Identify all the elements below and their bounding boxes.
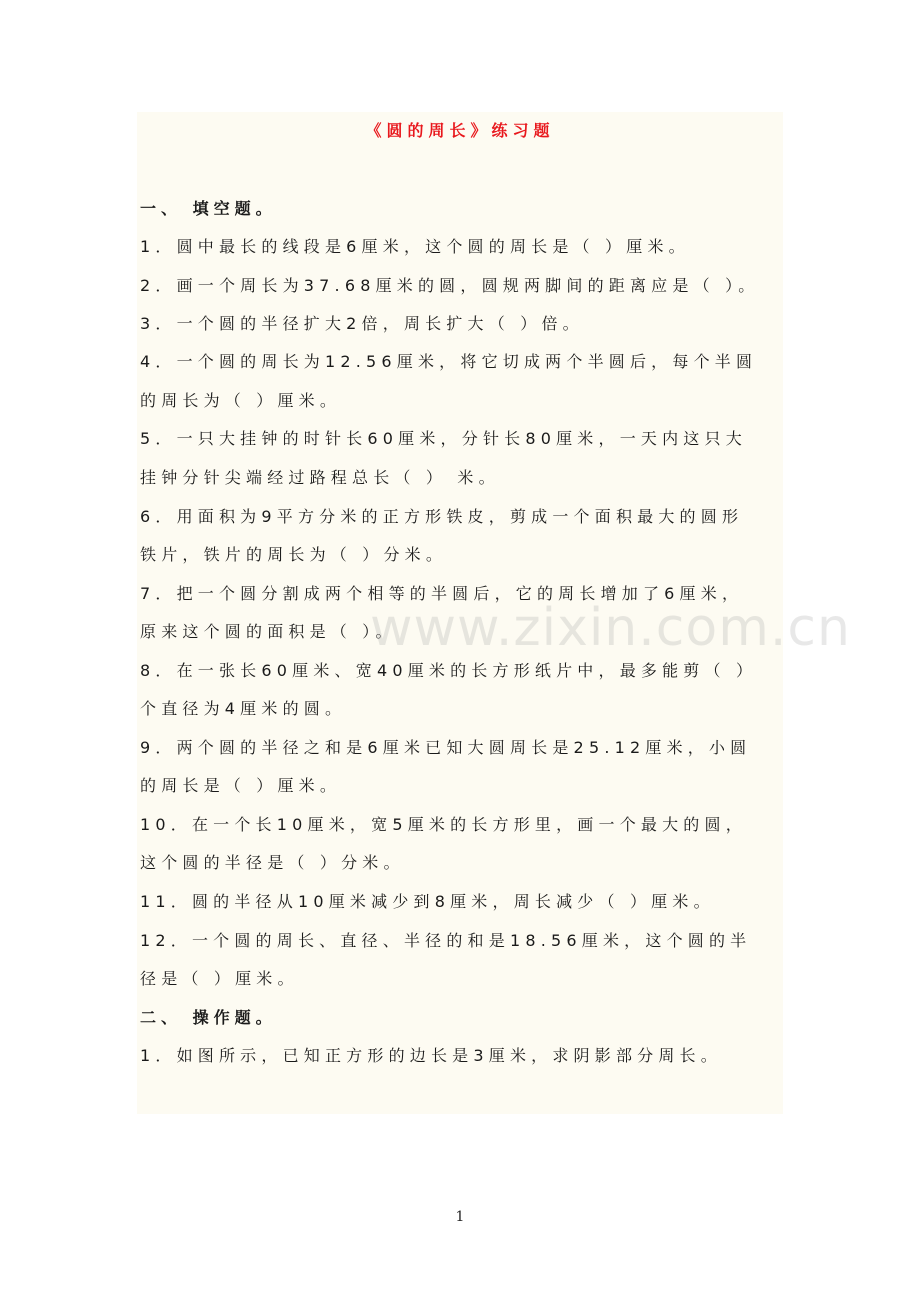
question-line: 3．一个圆的半径扩大2倍，周长扩大（ ）倍。: [140, 314, 584, 333]
question-line: 2．画一个周长为37.68厘米的圆，圆规两脚间的距离应是（ ）。: [140, 276, 760, 295]
content-area: [137, 112, 783, 1114]
question-line: 10．在一个长10厘米，宽5厘米的长方形里，画一个最大的圆，: [140, 815, 747, 834]
page-number: 1: [455, 1209, 465, 1225]
question-line: 8．在一张长60厘米、宽40厘米的长方形纸片中，最多能剪（ ）: [140, 661, 758, 680]
section-heading-operation: 二、 操作题。: [140, 1008, 277, 1027]
question-line: 铁片，铁片的周长为（ ）分米。: [140, 545, 448, 564]
question-line: 1．圆中最长的线段是6厘米，这个圆的周长是（ ）厘米。: [140, 237, 690, 256]
question-line: 个直径为4厘米的圆。: [140, 699, 347, 718]
question-line: 的周长是（ ）厘米。: [140, 776, 342, 795]
question-line: 1．如图所示，已知正方形的边长是3厘米，求阴影部分周长。: [140, 1046, 722, 1065]
question-line: 12．一个圆的周长、直径、半径的和是18.56厘米，这个圆的半: [140, 931, 752, 950]
question-line: 挂钟分针尖端经过路程总长（ ） 米。: [140, 468, 500, 487]
question-line: 原来这个圆的面积是（ ）。: [140, 622, 397, 641]
watermark: www.zixin.com.cn: [370, 598, 851, 658]
question-line: 6．用面积为9平方分米的正方形铁皮，剪成一个面积最大的圆形: [140, 507, 744, 526]
question-line: 这个圆的半径是（ ）分米。: [140, 853, 405, 872]
question-line: 径是（ ）厘米。: [140, 969, 299, 988]
question-line: 的周长为（ ）厘米。: [140, 391, 342, 410]
section-heading-fill-in: 一、 填空题。: [140, 199, 277, 218]
question-line: 9．两个圆的半径之和是6厘米已知大圆周长是25.12厘米，小圆: [140, 738, 752, 757]
document-title: 《圆的周长》练习题: [365, 121, 555, 140]
question-line: 4．一个圆的周长为12.56厘米，将它切成两个半圆后，每个半圆: [140, 352, 758, 371]
question-line: 5．一只大挂钟的时针长60厘米，分针长80厘米，一天内这只大: [140, 429, 747, 448]
question-line: 7．把一个圆分割成两个相等的半圆后，它的周长增加了6厘米，: [140, 584, 744, 603]
question-line: 11．圆的半径从10厘米减少到8厘米，周长减少（ ）厘米。: [140, 892, 715, 911]
